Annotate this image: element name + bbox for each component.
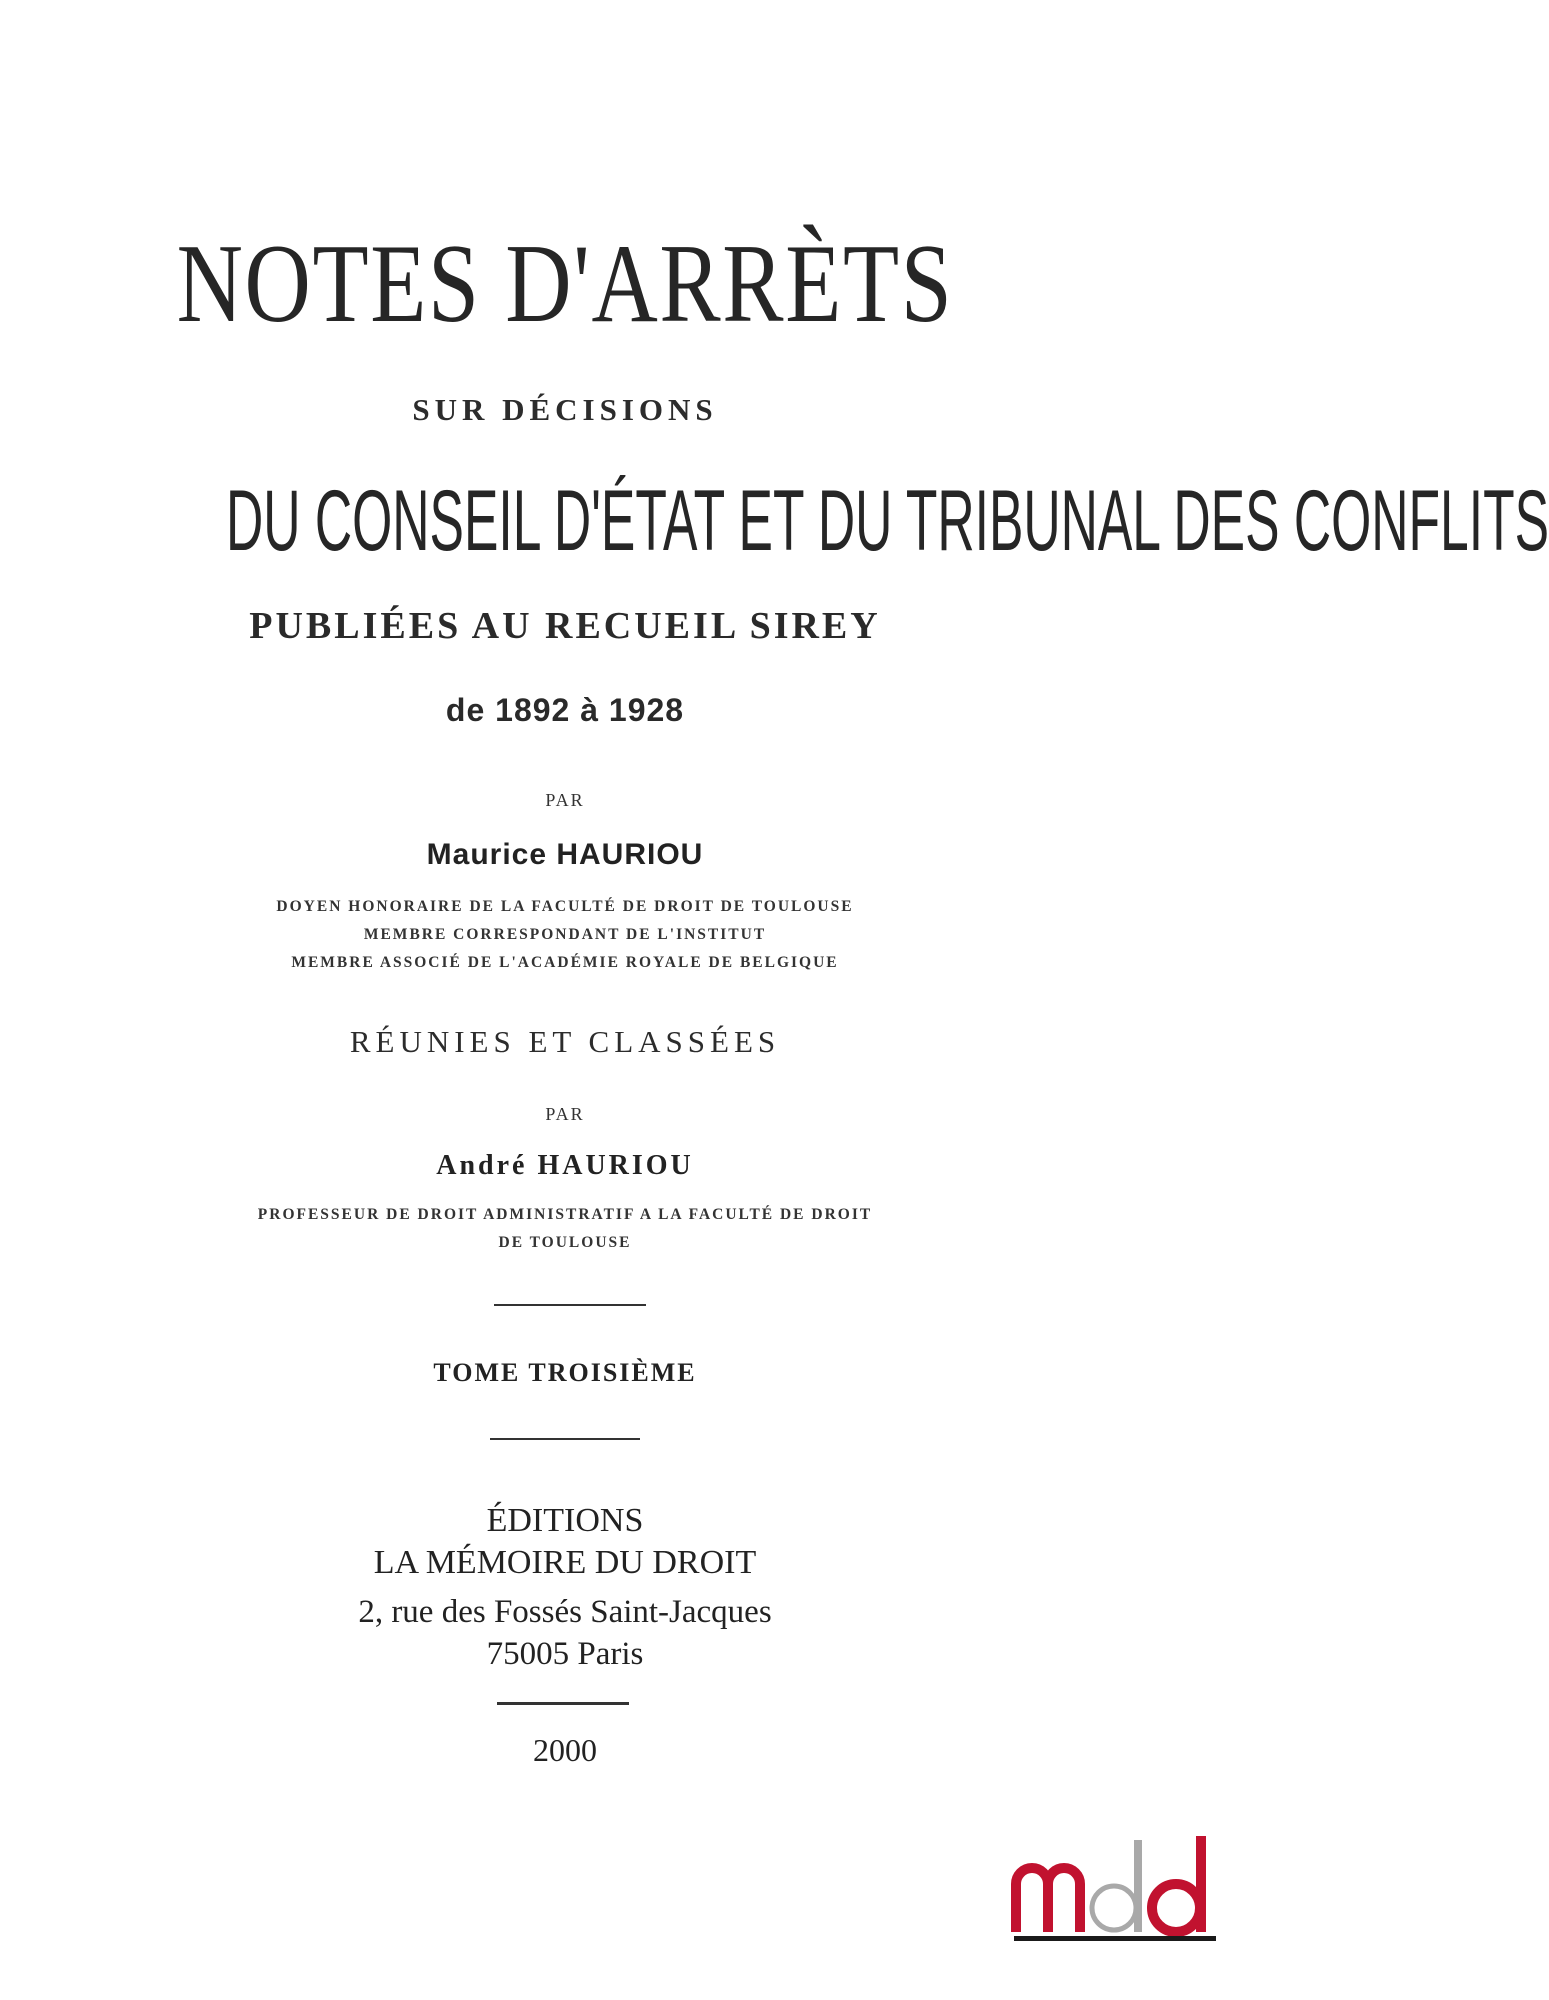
subtitle-sur-decisions: SUR DÉCISIONS — [412, 392, 718, 427]
editor-credit-line: PROFESSEUR DE DROIT ADMINISTRATIF A LA FACULTÉ DE DROIT — [257, 1206, 873, 1223]
compiled-label: RÉUNIES ET CLASSÉES — [349, 1024, 781, 1059]
editor-credit-line: DE TOULOUSE — [498, 1234, 632, 1251]
publication-note: PUBLIÉES AU RECUEIL SIREY — [249, 605, 881, 647]
divider-rule — [494, 1304, 646, 1306]
publisher-city: 75005 Paris — [486, 1636, 644, 1672]
mdd-logo-icon — [1010, 1832, 1220, 1944]
publisher-editions: ÉDITIONS — [486, 1502, 644, 1539]
main-title: NOTES D'ARRÈTS — [176, 222, 954, 346]
author-credit-line: MEMBRE ASSOCIÉ DE L'ACADÉMIE ROYALE DE BELGIQUE — [291, 954, 839, 971]
editor-name: André HAURIOU — [436, 1150, 694, 1181]
par-label-author: PAR — [545, 790, 585, 810]
author-credit-line: DOYEN HONORAIRE DE LA FACULTÉ DE DROIT DE TOULOUSE — [276, 898, 854, 915]
publication-year: 2000 — [533, 1732, 597, 1768]
courts-heading: DU CONSEIL D'ÉTAT ET DU TRIBUNAL DES CONFLITS — [226, 473, 1549, 569]
date-range: de 1892 à 1928 — [445, 692, 685, 728]
par-label-editor: PAR — [545, 1104, 585, 1124]
volume-label: TOME TROISIÈME — [433, 1358, 697, 1387]
divider-rule — [490, 1438, 640, 1440]
author-credit-line: MEMBRE CORRESPONDANT DE L'INSTITUT — [363, 926, 767, 943]
publisher-logo — [1010, 1832, 1220, 1982]
divider-rule — [497, 1702, 629, 1705]
publisher-name: LA MÉMOIRE DU DROIT — [373, 1544, 757, 1581]
author-name: Maurice HAURIOU — [426, 838, 704, 871]
publisher-address: 2, rue des Fossés Saint-Jacques — [358, 1594, 772, 1630]
